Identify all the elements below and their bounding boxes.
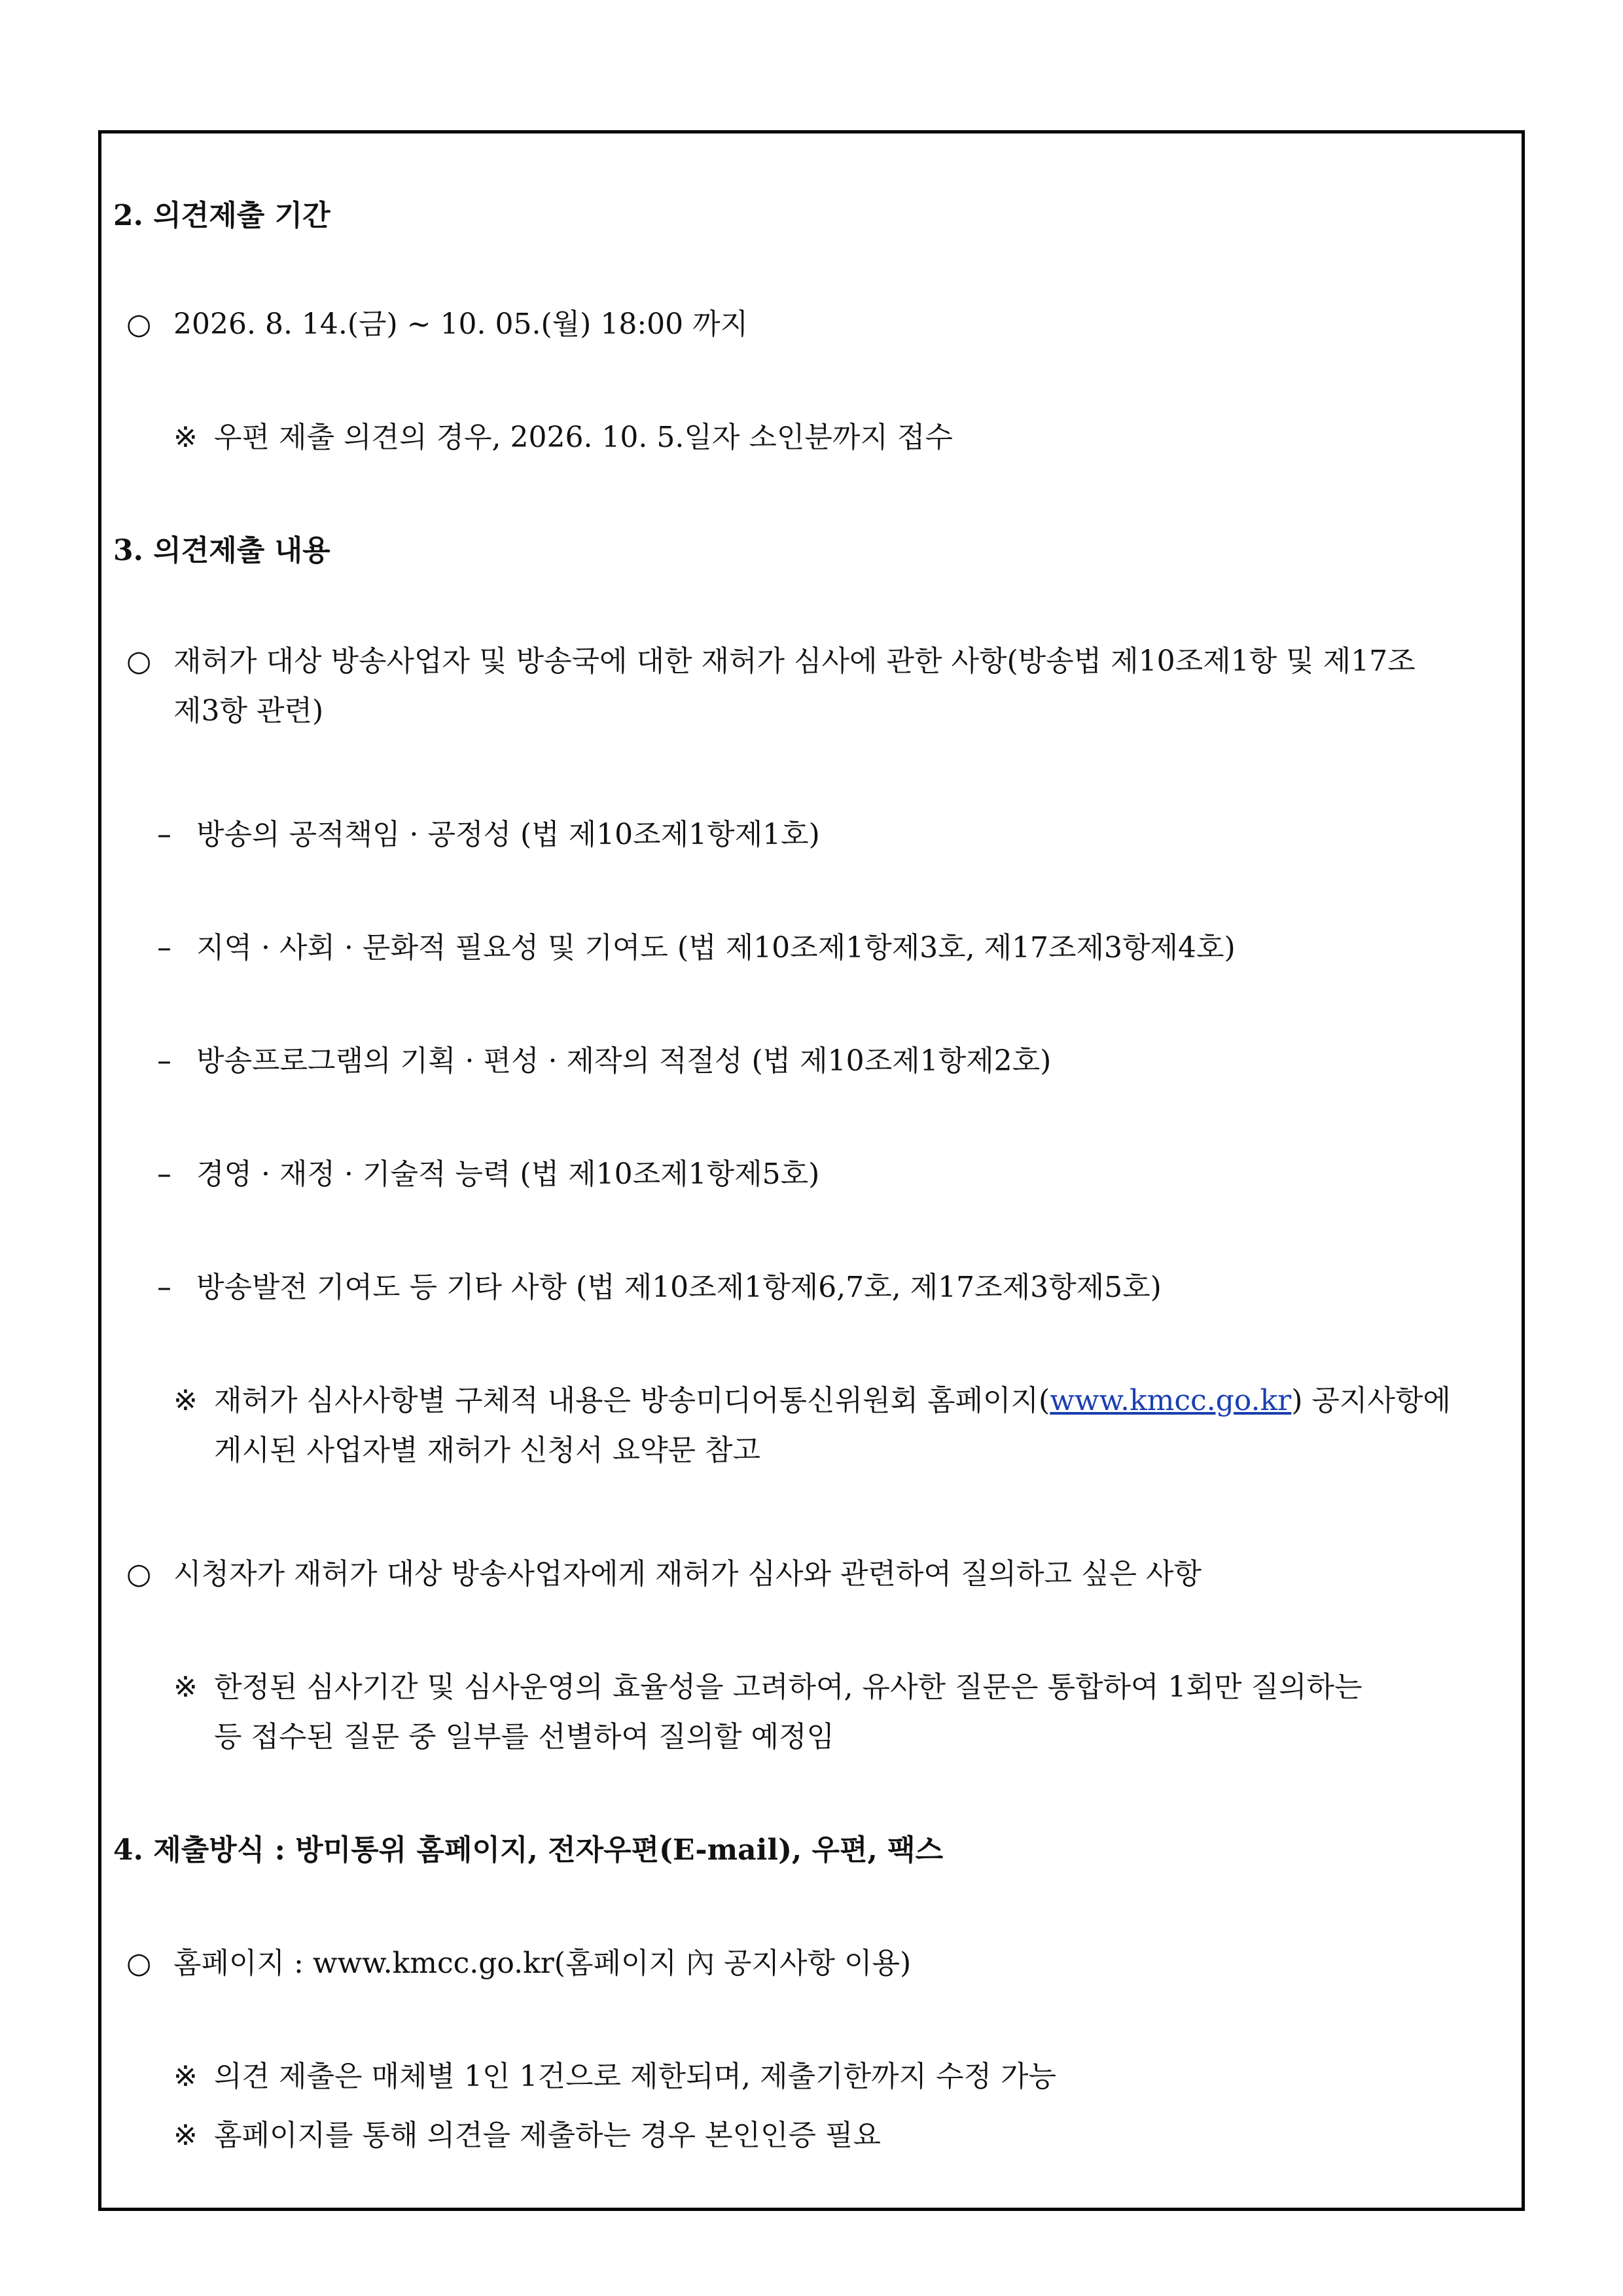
circle-bullet-icon: ○ (126, 645, 152, 678)
dash-bullet-icon: – (157, 1271, 171, 1304)
note-text: 의견 제출은 매체별 1인 1건으로 제한되며, 제출기한까지 수정 가능 (214, 2060, 1056, 2093)
section-4-note-2 (173, 2116, 1522, 2155)
reference-mark-icon: ※ (173, 2119, 198, 2152)
criteria-text: 방송발전 기여도 등 기타 사항 (법 제10조제1항제6,7호, 제17조제3항제5호) (196, 1271, 1162, 1304)
section-3-item-1 (126, 642, 1522, 681)
dash-bullet-icon: – (157, 931, 171, 964)
reference-mark-icon: ※ (173, 2060, 198, 2093)
dash-bullet-icon: – (157, 1044, 171, 1078)
note-1-line-2: 게시된 사업자별 재허가 신청서 요약문 참고 (214, 1434, 761, 1467)
note-1-text-before: 재허가 심사사항별 구체적 내용은 방송미디어통신위원회 홈페이지( (214, 1384, 1050, 1417)
content-box (98, 130, 1525, 2211)
section-2-heading: 2. 의견제출 기간 (113, 199, 330, 232)
note-2-line-1: 한정된 심사기간 및 심사운영의 효율성을 고려하여, 유사한 질문은 통합하여 1회만 질의하는 (214, 1670, 1363, 1704)
criteria-item (157, 1268, 1522, 1307)
postal-note-text: 우편 제출 의견의 경우, 2026. 10. 5.일자 소인분까지 접수 (214, 421, 953, 454)
section-2-note (173, 418, 1522, 457)
submission-period: 2026. 8. 14.(금) ~ 10. 05.(월) 18:00 까지 (173, 308, 749, 341)
section-3-item-2 (126, 1555, 1522, 1594)
item-1-line-1: 재허가 대상 방송사업자 및 방송국에 대한 재허가 심사에 관한 사항(방송법 제10조제1항 및 제17조 (173, 645, 1416, 678)
section-4-homepage-item (126, 1944, 1522, 1983)
homepage-text: 홈페이지 : www.kmcc.go.kr(홈페이지 內 공지사항 이용) (173, 1947, 912, 1980)
item-2-text: 시청자가 재허가 대상 방송사업자에게 재허가 심사와 관련하여 질의하고 싶은 사항 (173, 1557, 1202, 1591)
circle-bullet-icon: ○ (126, 308, 152, 341)
dash-bullet-icon: – (157, 818, 171, 851)
circle-bullet-icon: ○ (126, 1947, 152, 1980)
circle-bullet-icon: ○ (126, 1557, 152, 1591)
section-3-note-2 (173, 1668, 1522, 1707)
section-3-note-1 (173, 1381, 1522, 1421)
dash-bullet-icon: – (157, 1157, 171, 1191)
criteria-item (157, 1155, 1522, 1194)
criteria-text: 방송프로그램의 기획 · 편성 · 제작의 적절성 (법 제10조제1항제2호) (196, 1044, 1052, 1078)
criteria-item (157, 928, 1522, 968)
criteria-item (157, 815, 1522, 855)
criteria-text: 경영 · 재정 · 기술적 능력 (법 제10조제1항제5호) (196, 1157, 820, 1191)
note-1-text-after: ) 공지사항에 (1291, 1384, 1451, 1417)
section-4-note-1 (173, 2057, 1522, 2096)
note-2-line-2: 등 접수된 질문 중 일부를 선별하여 질의할 예정임 (214, 1720, 834, 1754)
reference-mark-icon: ※ (173, 421, 198, 454)
section-2-period-item (126, 305, 1522, 344)
item-1-line-2: 제3항 관련) (173, 694, 324, 728)
criteria-text: 방송의 공적책임 · 공정성 (법 제10조제1항제1호) (196, 818, 820, 851)
note-text: 홈페이지를 통해 의견을 제출하는 경우 본인인증 필요 (214, 2119, 882, 2152)
section-3-heading: 3. 의견제출 내용 (113, 534, 330, 567)
criteria-item (157, 1042, 1522, 1081)
reference-mark-icon: ※ (173, 1670, 198, 1704)
kmcc-homepage-link[interactable]: www.kmcc.go.kr (1050, 1384, 1292, 1417)
reference-mark-icon: ※ (173, 1384, 198, 1417)
section-4-heading: 4. 제출방식 : 방미통위 홈페이지, 전자우편(E-mail), 우편, 팩스 (113, 1833, 944, 1867)
criteria-text: 지역 · 사회 · 문화적 필요성 및 기여도 (법 제10조제1항제3호, 제17조제3항제4호) (196, 931, 1236, 964)
